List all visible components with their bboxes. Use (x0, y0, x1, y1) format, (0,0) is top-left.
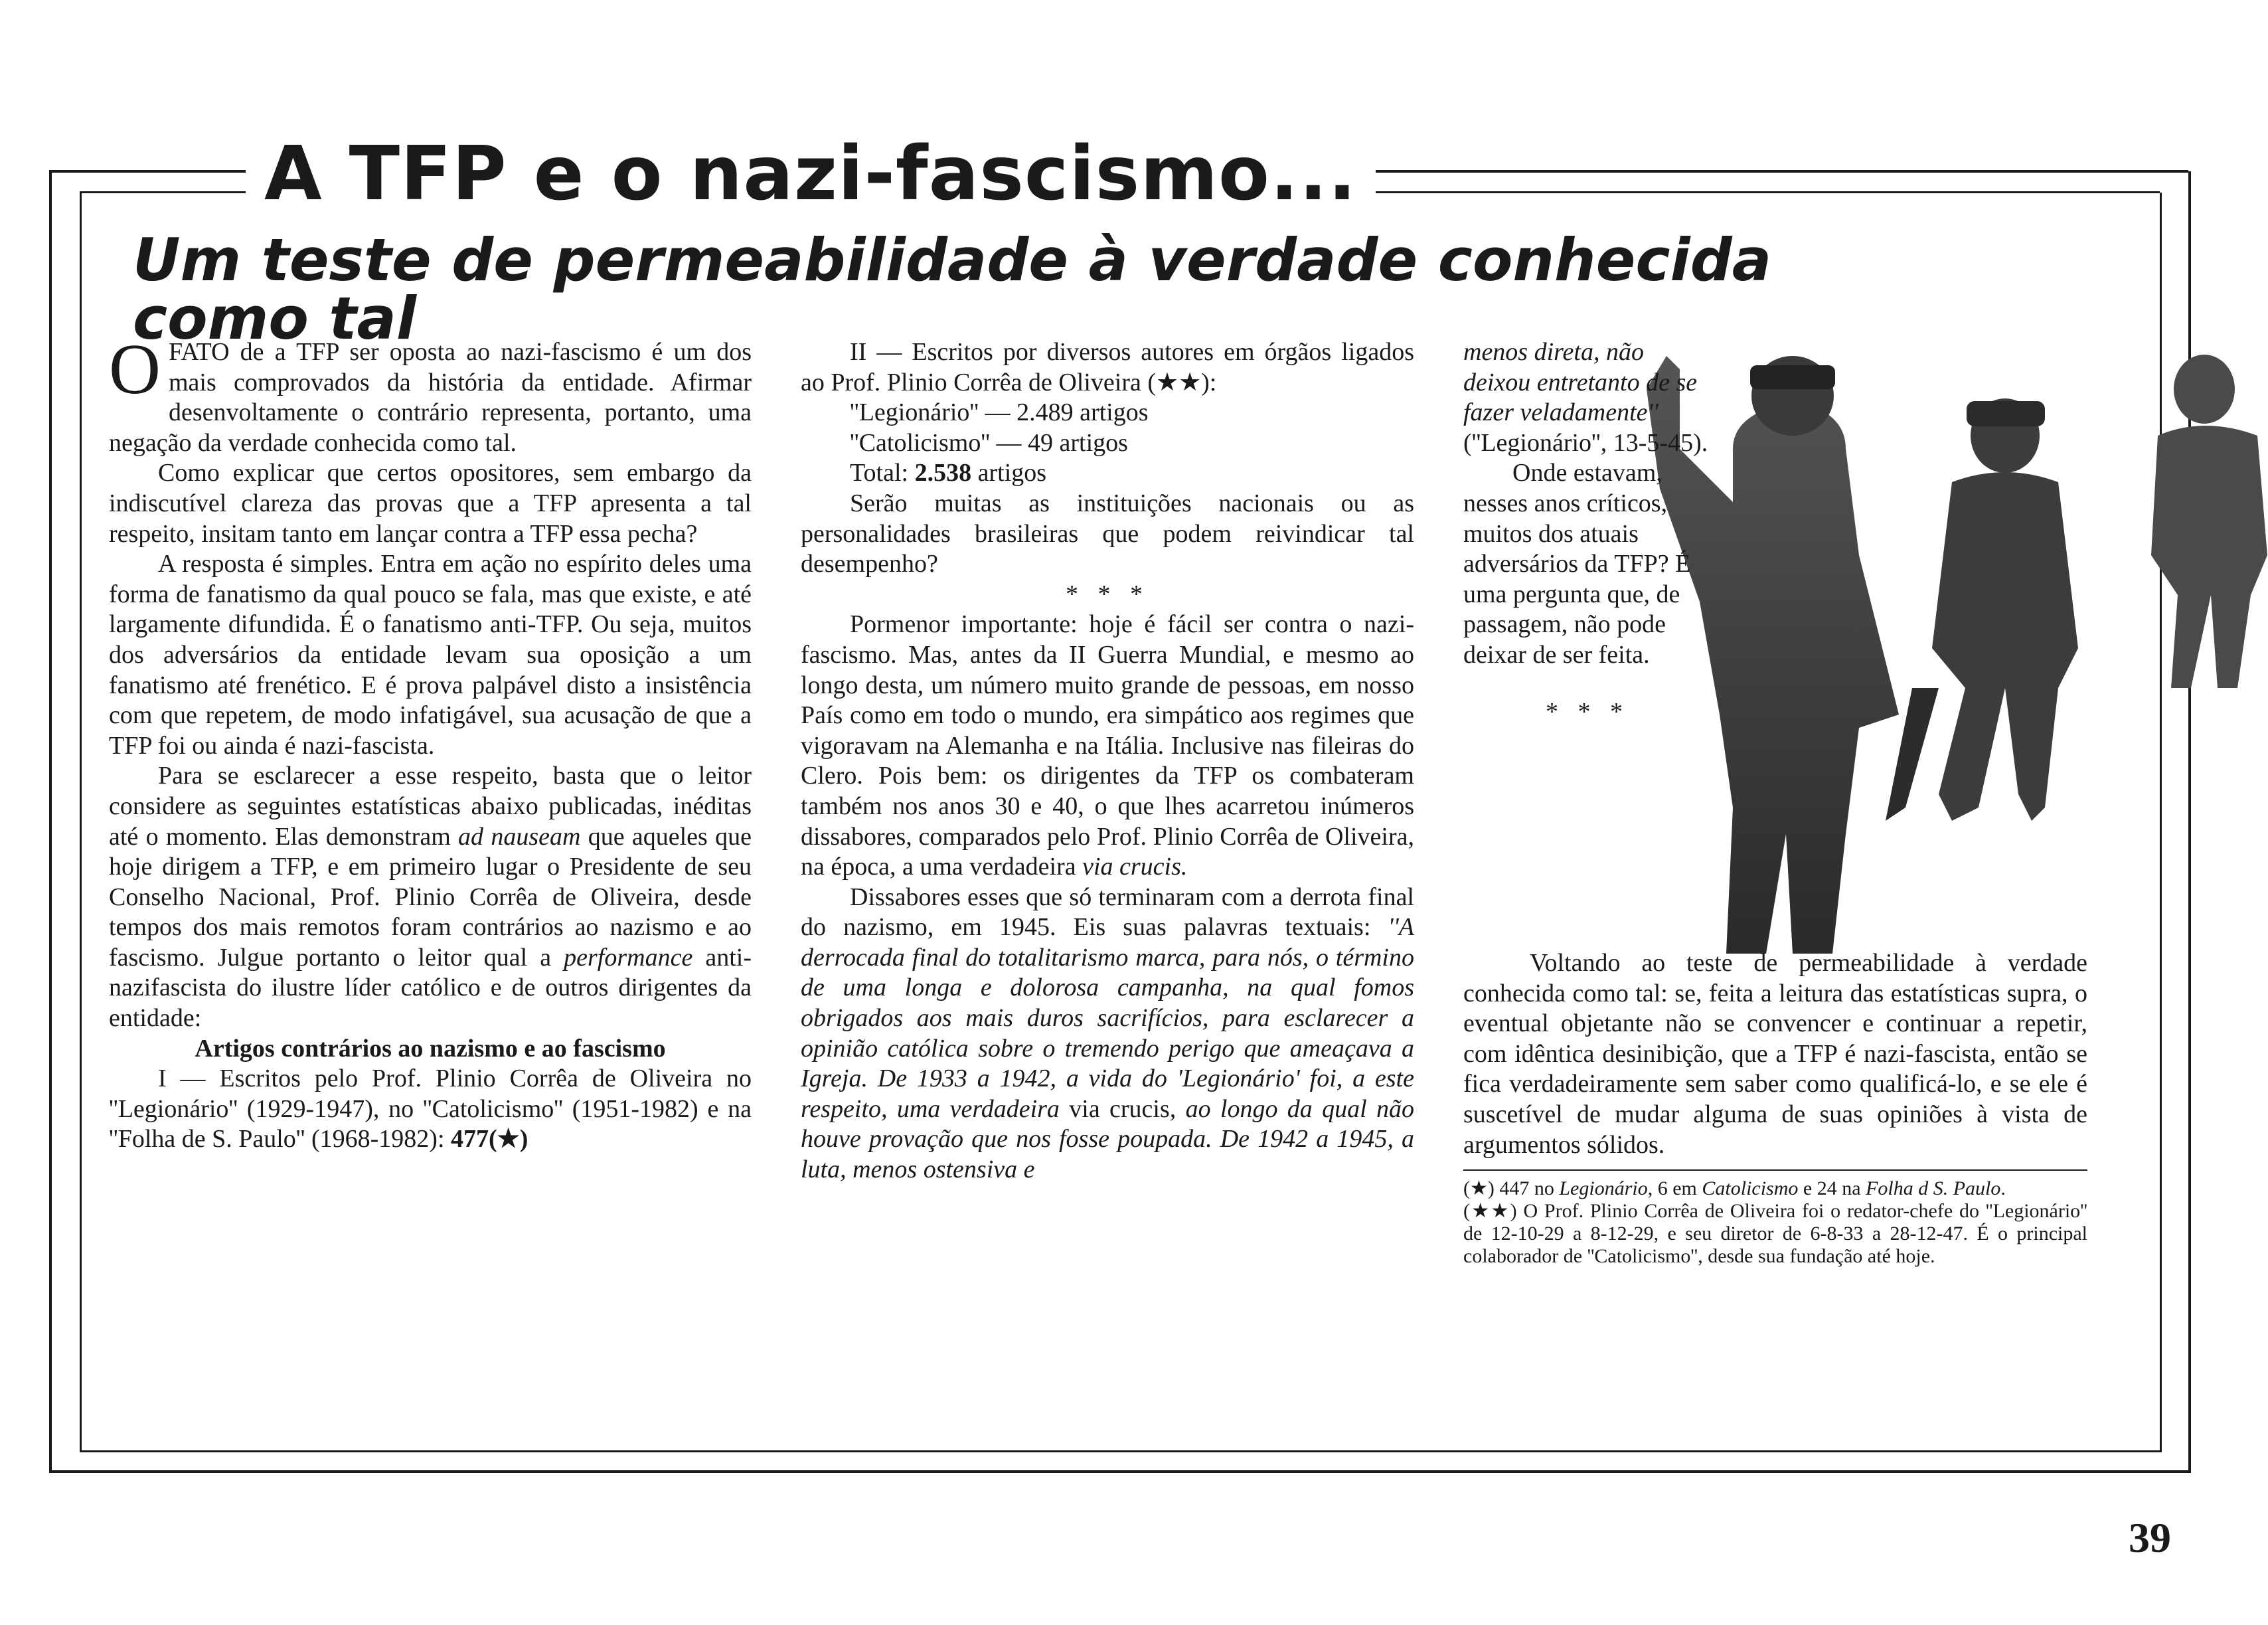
text: Dissabores esses que só terminaram com a derrota final do nazismo, em 1945. Eis suas palavras textuais: (801, 883, 1414, 942)
column-3-upper (1463, 337, 1712, 751)
stat-total (801, 458, 1414, 489)
italic-text: Legionário (1559, 1177, 1648, 1200)
paragraph: Como explicar que certos opositores, sem embargo da indiscutível clareza das provas que a TFP apresenta a tal respeito, insitam tanto em lançar contra a TFP essa pecha? (109, 459, 752, 548)
separator-stars: * * * (1546, 697, 1629, 726)
text: I — Escritos pelo Prof. Plinio Corrêa de Oliveira no ''Legionário'' (1929-1947), no ''Catolicismo'' (1951-1982) e na ''Folha de S. Paulo'' (1968-1982): (109, 1065, 752, 1154)
section-heading (109, 1034, 752, 1065)
text: . (2000, 1177, 2006, 1200)
footnote-1 (1463, 1177, 2087, 1200)
italic-text: via crucis. (1082, 853, 1188, 881)
paragraph: Voltando ao teste de permeabilidade à verdade conhecida como tal: se, feita a leitura das estatísticas supra, o eventual objetante não se convencer e continuar a repetir, com idêntica desinibição, que a TFP é nazi-fascista, então se fica verdadeiramente sem saber como qualificá-lo, e se ele é suscetível de mudar alguma de suas opiniões à vista de argumentos sólidos. (1463, 949, 2087, 1159)
text: Total: (850, 459, 915, 487)
page-number: 39 (2129, 1514, 2171, 1561)
stat-line: ''Catolicismo'' — 49 artigos (850, 428, 1128, 457)
italic-text: Folha d S. Paulo (1866, 1177, 2001, 1200)
paragraph: II — Escritos por diversos autores em órgãos ligados ao Prof. Plinio Corrêa de Oliveira (★★): (801, 338, 1414, 396)
text: que aqueles que hoje dirigem a TFP, e em primeiro lugar o Presidente de seu Conselho Nacional, Prof. Plinio Corrêa de Oliveira, desde tempos dos mais remotos foram contrários ao nazismo e ao fascismo. Julgue portanto o leitor qual a (109, 822, 752, 972)
citation: (''Legionário'', 13-5-45). (1463, 428, 1708, 457)
footnote-rule (1463, 1169, 2087, 1171)
headline: A TFP e o nazi-fascismo... (246, 137, 1376, 211)
intro-paragraph (109, 330, 752, 458)
italic-text: Catolicismo (1702, 1177, 1799, 1200)
text: Para se esclarecer a esse respeito, basta que o leitor considere as seguintes estatísticas abaixo publicadas, inéditas até o momento. Elas demonstram (109, 762, 752, 851)
figure-right (2151, 355, 2267, 688)
column-2 (801, 337, 1414, 1185)
paragraph (801, 610, 1414, 882)
column-3-lower (1463, 948, 2087, 1268)
text: (★) 447 no (1463, 1177, 1560, 1200)
total-value: 2.538 (914, 459, 972, 487)
quote-continuation (1463, 337, 1712, 458)
paragraph: Serão muitas as instituições nacionais ou as personalidades brasileiras que podem reivindicar tal desempenho? (801, 489, 1414, 578)
quote-text: , ao longo da qual não houve provação que nos fosse poupada. De 1942 a 1945, a luta, menos ostensiva e (801, 1094, 1414, 1184)
quote-text: ''A derrocada final do totalitarismo marca, para nós, o término de uma longa e dolorosa campanha, na qual fomos obrigados aos mais duros sacrifícios, para esclarecer a opinião católica sobre o tremendo perigo que ameaçava a Igreja. De 1933 a 1942, a vida do 'Legionário' foi, a este respeito, uma verdadeira (801, 913, 1414, 1123)
quote-text: menos direta, não deixou entretanto de se fazer veladamente'' (1463, 338, 1698, 427)
drop-cap: O (109, 330, 161, 409)
column-1 (109, 330, 752, 1155)
text: , 6 em (1647, 1177, 1702, 1200)
historical-photo (1620, 316, 2267, 1007)
intro-text: FATO de a TFP ser oposta ao nazi-fascismo é um dos mais comprovados da história da entidade. Afirmar desenvoltamente o contrário representa, portanto, uma negação da verdade conhecida como tal. (109, 338, 752, 457)
paragraph (801, 883, 1414, 1185)
footnote-2: (★★) O Prof. Plinio Corrêa de Oliveira foi o redator-chefe do ''Legionário'' de 12-10-29 a 8-12-29, e seu diretor de 6-8-33 a 28-12-47. É o principal colaborador de ''Catolicismo'', desde sua fundação até hoje. (1463, 1200, 2087, 1268)
text: anti-nazifascista do ilustre líder católico e de outros dirigentes da entidade: (109, 943, 752, 1033)
text: via crucis (1069, 1094, 1170, 1123)
subheadline: Um teste de permeabilidade à verdade conhecida como tal (133, 226, 1772, 353)
section-heading-text: Artigos contrários ao nazismo e ao fascismo (195, 1034, 666, 1063)
separator-stars: * * * (1066, 580, 1149, 608)
paragraph (109, 1064, 752, 1155)
text: artigos (971, 459, 1047, 487)
paragraph: A resposta é simples. Entra em ação no espírito deles uma forma de fanatismo da qual pouco se fala, mas que existe, e até largamente difundida. É o fanatismo anti-TFP. Ou seja, muitos dos adversários da entidade levam sua oposição a um fanatismo até frenético. E é prova palpável disto a insistência com que repetem, de modo infatigável, sua acusação de que a TFP foi ou ainda é nazi-fascista. (109, 550, 752, 760)
italic-text: performance (564, 943, 693, 972)
paragraph: Onde estavam, nesses anos críticos, muitos dos atuais adversários da TFP? É uma pergunta que, de passagem, não pode deixar de ser feita. (1463, 459, 1691, 669)
italic-text: ad nauseam (458, 822, 581, 851)
top-rule-left-2 (80, 191, 248, 193)
paragraph (109, 761, 752, 1033)
stat-line: ''Legionário'' — 2.489 artigos (850, 398, 1149, 427)
top-rule-left-1 (49, 170, 248, 173)
text: e 24 na (1798, 1177, 1866, 1200)
text: Pormenor importante: hoje é fácil ser contra o nazi-fascismo. Mas, antes da II Guerra Mundial, e mesmo ao longo desta, um número muito grande de pessoas, em nosso País como em todo o mundo, era simpático aos regimes que vigoravam na Alemanha e na Itália. Inclusive nas fileiras do Clero. Pois bem: os dirigentes da TFP os combateram também nos anos 30 e 40, o que lhes acarretou inúmeros dissabores, comparados pelo Prof. Plinio Corrêa de Oliveira, na época, a uma verdadeira (801, 610, 1414, 881)
total-count: 477(★) (451, 1125, 528, 1154)
figure-middle (1886, 398, 2078, 821)
